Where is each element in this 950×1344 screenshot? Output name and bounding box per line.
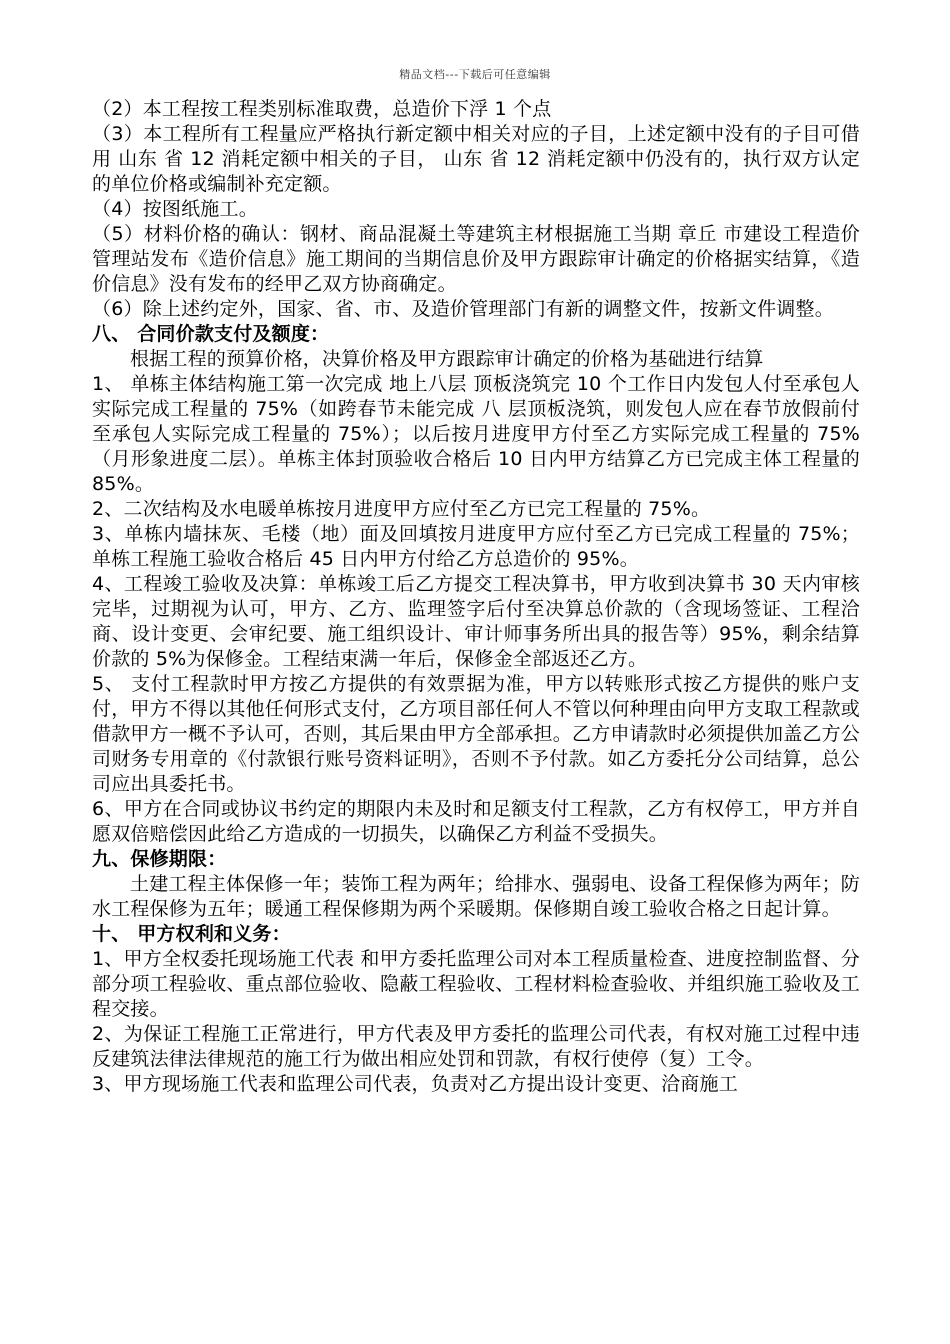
section-9-heading: 九、保修期限：: [92, 848, 227, 870]
clause-4-text: （4）按图纸施工。: [92, 198, 258, 220]
clause-2-text: （2）本工程按工程类别标准取费，总造价下浮 1 个点: [92, 98, 552, 120]
payment-item-3: 3、单栋内墙抹灰、毛楼（地）面及回填按月进度甲方应付至乙方已完成工程量的 75%；单栋工程施工验收合格后 45 日内甲方付给乙方总造价的 95%。: [92, 523, 860, 570]
section-8-intro: 根据工程的预算价格，决算价格及甲方跟踪审计确定的价格为基础进行结算: [130, 348, 764, 370]
payment-item-2: 2、二次结构及水电暖单栋按月进度甲方应付至乙方已完工程量的 75%。: [92, 498, 711, 520]
section-10-heading: 十、 甲方权利和义务：: [92, 923, 291, 945]
document-body: [92, 97, 860, 1097]
payment-item-1: 1、 单栋主体结构施工第一次完成 地上八层 顶板浇筑完 10 个工作日内发包人付至承包人实际完成工程量的 75%（如跨春节未能完成 八 层顶板浇筑，则发包人应在春节放假前付至承包人实际完成工程量的 75%）；以后按月进度甲方付至乙方实际完成工程量的 75%（月形象进度二层）。单栋主体封顶验收合格后 10 日内甲方结算乙方已完成主体工程量的 85%。: [92, 373, 860, 495]
rights-item-3: 3、甲方现场施工代表和监理公司代表，负责对乙方提出设计变更、洽商施工: [92, 1073, 738, 1095]
header-note: 精品文档---下载后可任意编辑: [399, 68, 551, 81]
clause-5-text: （5）材料价格的确认：钢材、商品混凝土等建筑主材根据施工当期 章丘 市建设工程造价管理站发布《造价信息》施工期间的当期信息价及甲方跟踪审计确定的价格据实结算，《造价信息》没有发布的经甲乙双方协商确定。: [92, 223, 860, 295]
rights-item-1: 1、甲方全权委托现场施工代表 和甲方委托监理公司对本工程质量检查、进度控制监督、分部分项工程验收、重点部位验收、隐蔽工程验收、工程材料检查验收、并组织施工验收及工程交接。: [92, 948, 861, 1020]
payment-item-6: 6、甲方在合同或协议书约定的期限内未及时和足额支付工程款，乙方有权停工，甲方并自愿双倍赔偿因此给乙方造成的一切损失，以确保乙方利益不受损失。: [92, 798, 860, 845]
payment-item-4: 4、工程竣工验收及决算：单栋竣工后乙方提交工程决算书，甲方收到决算书 30 天内审核完毕，过期视为认可，甲方、乙方、监理签字后付至决算总价款的（含现场签证、工程洽商、设计变更、会审纪要、施工组织设计、审计师事务所出具的报告等）95%，剩余结算价款的 5%为保修金。工程结束满一年后，保修金全部返还乙方。: [92, 573, 860, 670]
rights-item-2: 2、为保证工程施工正常进行，甲方代表及甲方委托的监理公司代表，有权对施工过程中违反建筑法律法律规范的施工行为做出相应处罚和罚款，有权行使停（复）工令。: [92, 1023, 860, 1070]
clause-6-text: （6）除上述约定外，国家、省、市、及造价管理部门有新的调整文件，按新文件调整。: [92, 298, 834, 320]
warranty-text: 土建工程主体保修一年；装饰工程为两年；给排水、强弱电、设备工程保修为两年；防水工程保修为五年；暖通工程保修期为两个采暖期。保修期自竣工验收合格之日起计算。: [92, 873, 860, 920]
payment-item-5: 5、 支付工程款时甲方按乙方提供的有效票据为准，甲方以转账形式按乙方提供的账户支付，甲方不得以其他任何形式支付，乙方项目部任何人不管以何种理由向甲方支取工程款或借款甲方一概不予认可，否则，其后果由甲方全部承担。乙方申请款时必须提供加盖乙方公司财务专用章的《付款银行账号资料证明》，否则不予付款。如乙方委托分公司结算，总公司应出具委托书。: [92, 673, 861, 795]
clause-3-text: （3）本工程所有工程量应严格执行新定额中相关对应的子目，上述定额中没有的子目可借用 山东 省 12 消耗定额中相关的子目， 山东 省 12 消耗定额中仍没有的，执行双方认定的单位价格或编制补充定额。: [92, 123, 860, 195]
section-8-heading: 八、 合同价款支付及额度：: [92, 323, 330, 345]
